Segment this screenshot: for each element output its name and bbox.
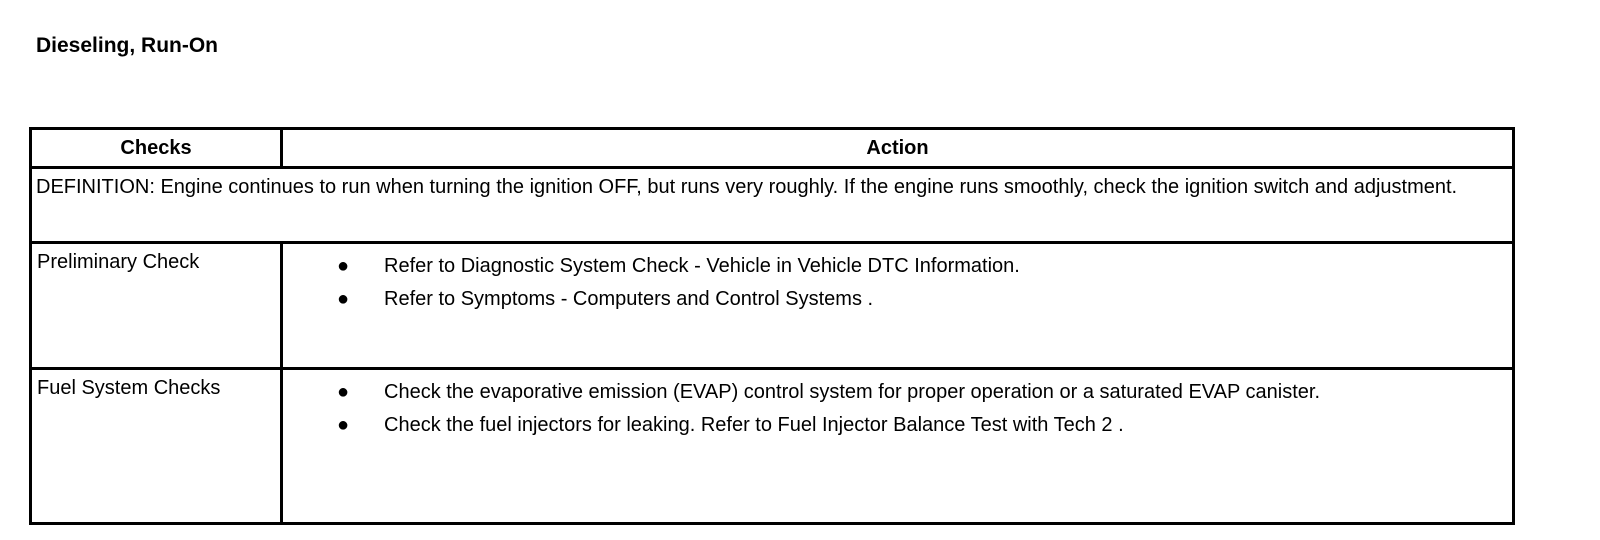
definition-row [31, 168, 1514, 243]
diagnostic-table [29, 127, 1515, 525]
check-cell-fuel-system: Fuel System Checks [31, 369, 282, 524]
action-cell-preliminary [282, 243, 1514, 369]
table-row [31, 369, 1514, 524]
bullet-icon: ● [337, 288, 350, 310]
bullet-icon: ● [337, 381, 350, 403]
column-header-action: Action [282, 129, 1514, 168]
table-row [31, 243, 1514, 369]
action-list [283, 380, 1452, 438]
action-text: Refer to Diagnostic System Check - Vehicle in Vehicle DTC Information. [384, 255, 1020, 277]
bullet-icon: ● [337, 414, 350, 436]
action-text: Check the evaporative emission (EVAP) control system for proper operation or a saturated EVAP canister. [384, 381, 1321, 403]
action-list [283, 254, 1452, 312]
list-item [283, 287, 1452, 312]
list-item [283, 380, 1452, 405]
page-title: Dieseling, Run-On [36, 34, 219, 57]
action-text: Check the fuel injectors for leaking. Refer to Fuel Injector Balance Test with Tech 2 . [384, 414, 1124, 436]
bullet-icon: ● [337, 255, 350, 277]
list-item [283, 413, 1452, 438]
table-header-row [31, 129, 1514, 168]
action-cell-fuel-system [282, 369, 1514, 524]
definition-text: DEFINITION: Engine continues to run when turning the ignition OFF, but runs very roughly. If the engine runs smoothly, check the ignition switch and adjustment. [31, 168, 1514, 243]
action-text: Refer to Symptoms - Computers and Control Systems . [384, 288, 874, 310]
column-header-checks: Checks [31, 129, 282, 168]
list-item [283, 254, 1452, 279]
check-cell-preliminary: Preliminary Check [31, 243, 282, 369]
